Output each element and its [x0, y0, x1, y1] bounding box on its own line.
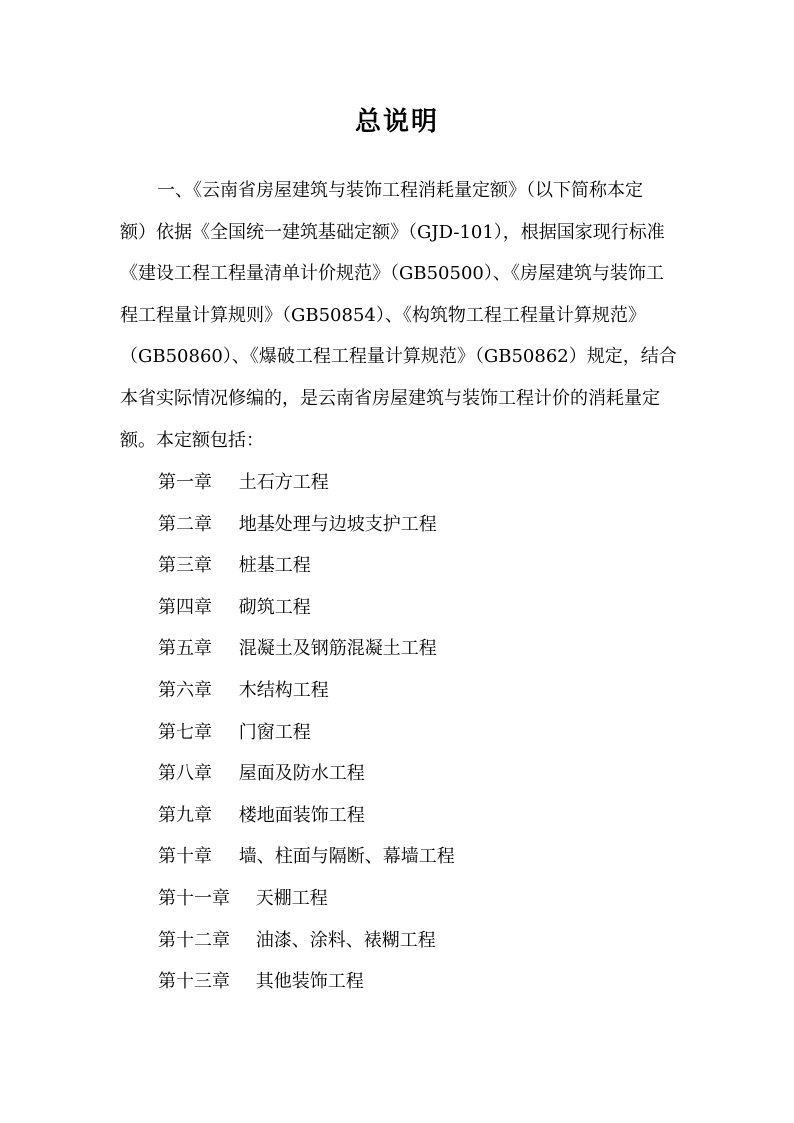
chapter-item — [158, 462, 678, 504]
chapter-name: 墙、柱面与隔断、幕墙工程 — [238, 846, 455, 868]
chapter-item — [158, 836, 678, 878]
chapter-name: 天棚工程 — [255, 887, 328, 909]
chapter-number: 第三章 — [158, 555, 212, 577]
intro-line: 程工程量计算规则》（GB50854）、《构筑物工程工程量计算规范》 — [120, 304, 646, 326]
chapter-item — [158, 587, 678, 629]
chapter-name: 桩基工程 — [238, 555, 311, 577]
chapter-name: 屋面及防水工程 — [238, 763, 365, 785]
chapter-name: 其他装饰工程 — [255, 971, 364, 993]
chapter-number: 第四章 — [158, 596, 212, 618]
chapter-item — [158, 670, 678, 712]
chapter-number: 第十二章 — [158, 929, 230, 951]
intro-paragraph — [120, 170, 676, 461]
chapter-number: 第十三章 — [158, 971, 230, 993]
chapter-name: 砌筑工程 — [238, 596, 311, 618]
chapter-name: 楼地面装饰工程 — [238, 804, 365, 826]
chapter-item — [158, 545, 678, 587]
chapter-name: 油漆、涂料、裱糊工程 — [255, 929, 436, 951]
chapter-number: 第七章 — [158, 721, 212, 743]
chapter-item — [158, 920, 678, 962]
chapter-item — [158, 961, 678, 1003]
intro-line: 额）依据《全国统一建筑基础定额》（GJD-101），根据国家现行标准 — [120, 221, 665, 243]
chapter-number: 第八章 — [158, 763, 212, 785]
chapter-name: 地基处理与边坡支护工程 — [238, 513, 437, 535]
intro-line: 《建设工程工程量清单计价规范》（GB50500）、《房屋建筑与装饰工 — [120, 263, 664, 285]
chapter-number: 第一章 — [158, 472, 212, 493]
chapter-name: 土石方工程 — [238, 472, 329, 493]
chapter-number: 第十章 — [158, 846, 212, 868]
chapter-number: 第十一章 — [158, 887, 230, 909]
chapter-item — [158, 712, 678, 754]
intro-line: 本省实际情况修编的，是云南省房屋建筑与装饰工程计价的消耗量定 — [120, 387, 660, 409]
intro-line: 一、《云南省房屋建筑与装饰工程消耗量定额》（以下简称本定 — [157, 180, 643, 201]
intro-line: 额。本定额包括： — [120, 429, 264, 451]
intro-line: （GB50860）、《爆破工程工程量计算规范》（GB50862）规定，结合 — [120, 346, 677, 368]
chapter-item — [158, 504, 678, 546]
chapter-name: 混凝土及钢筋混凝土工程 — [238, 638, 437, 660]
chapter-list — [158, 462, 678, 1003]
chapter-item — [158, 753, 678, 795]
chapter-number: 第二章 — [158, 513, 212, 535]
chapter-number: 第六章 — [158, 679, 212, 701]
chapter-name: 木结构工程 — [238, 679, 329, 701]
chapter-number: 第五章 — [158, 638, 212, 660]
page-title: 总说明 — [354, 107, 439, 137]
chapter-item — [158, 795, 678, 837]
chapter-item — [158, 628, 678, 670]
chapter-number: 第九章 — [158, 804, 212, 826]
chapter-name: 门窗工程 — [238, 721, 311, 743]
chapter-item — [158, 878, 678, 920]
